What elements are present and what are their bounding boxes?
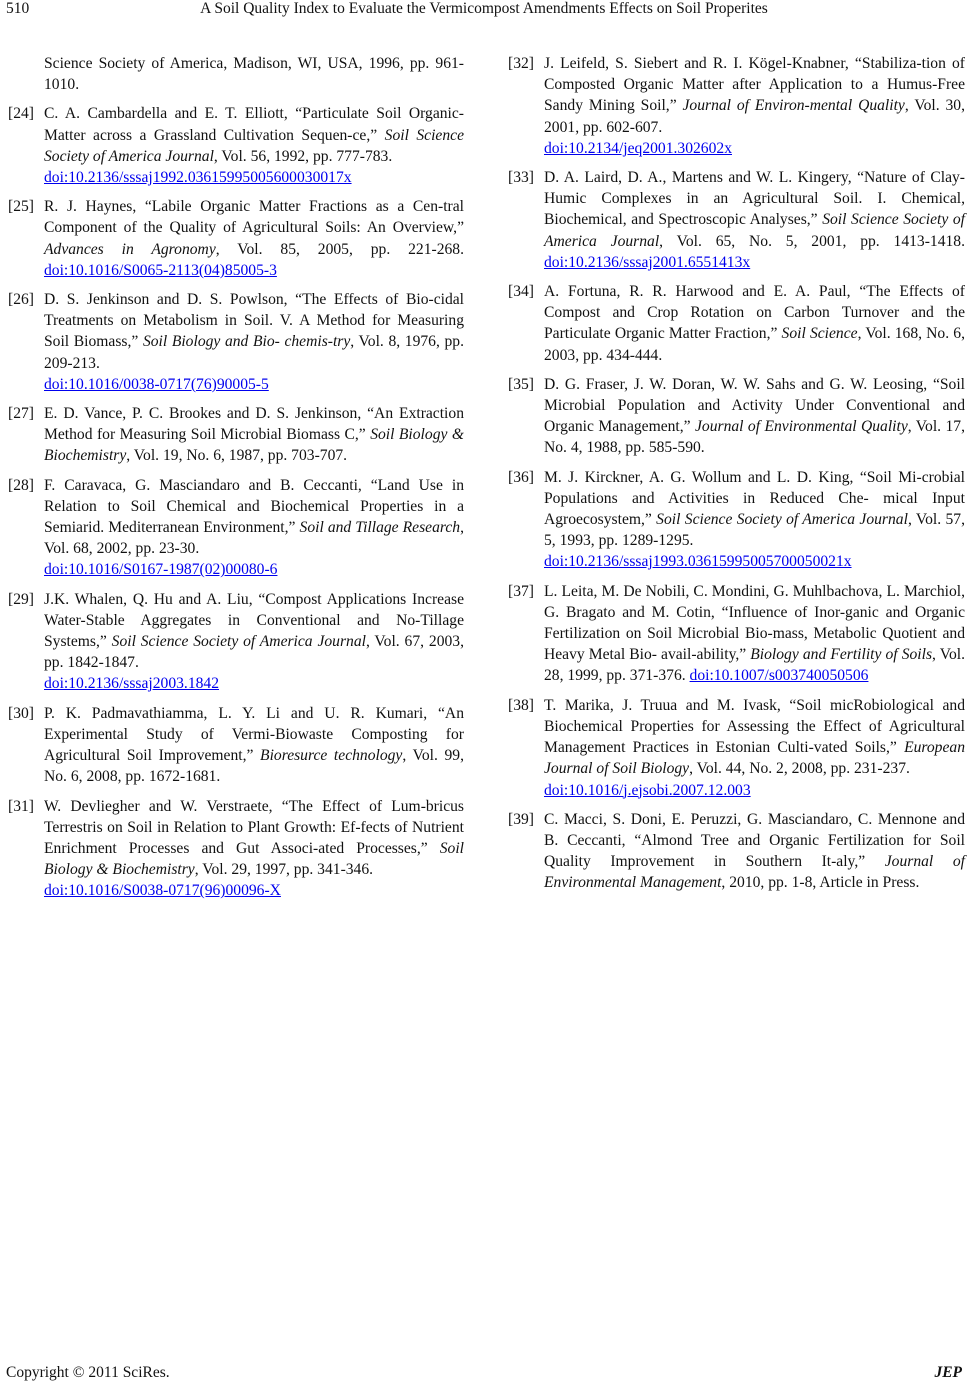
reference-item [508,581,965,687]
reference-authors-title: E. D. Vance, P. C. Brookes and D. S. Jenkinson, “An Extraction Method for Measuring Soil Microbial Biomass C,” [44,405,464,444]
reference-number: [25] [8,198,34,216]
reference-authors-title: L. Leita, M. De Nobili, C. Mondini, G. Muhlbachova, L. Marchiol, G. Bragato and M. Cotin, “Influence of Inor-ganic and Organic Fertilization on Soil Microbial Bio-mass, Metabolic Quotient and Heavy Metal Bio- avail-ability,” [544,582,965,664]
reference-item [8,589,464,695]
reference-journal: Soil Science Society of America Journal [544,211,965,250]
reference-text [44,589,464,695]
reference-details: , Vol. 44, No. 2, 2008, pp. 231-237. [689,760,910,778]
reference-item [8,475,464,581]
reference-authors-title: M. J. Kirckner, A. G. Wollum and L. D. King, “Soil Mi-crobial Populations and Activities in Reduced Che- mical Input Agroecosystem,” [544,468,965,529]
reference-number: [34] [508,283,534,301]
reference-details: , Vol. 85, 2005, pp. 221-268. [215,240,464,258]
reference-number: [30] [8,704,34,722]
reference-authors-title: D. A. Laird, D. A., Martens and W. L. Kingery, “Nature of Clay-Humic Complexes in an Agricultural Soil. I. Chemical, Biochemical, and Spectroscopic Analyses,” [544,169,965,229]
reference-authors-title: R. J. Haynes, “Labile Organic Matter Fractions as a Cen-tral Component of the Quality of Agricultural Soils: An Overview,” [44,198,464,237]
reference-text [544,809,965,894]
reference-journal: Bioresurce technology [260,747,403,765]
reference-journal: Advances in Agronomy [44,240,216,258]
reference-item [508,53,965,159]
reference-item [508,374,965,459]
reference-text [44,196,464,281]
reference-number: [31] [8,797,34,815]
reference-details: , Vol. 99, No. 6, 2008, pp. 1672-1681. [44,747,464,786]
reference-authors-title: J.K. Whalen, Q. Hu and A. Liu, “Compost Applications Increase Water-Stable Aggregates in Conventional and No-Tillage Systems,” [44,590,464,651]
reference-details: , Vol. 67, 2003, pp. 1842-1847. [44,633,464,672]
reference-details: , Vol. 168, No. 6, 2003, pp. 434-444. [544,325,965,364]
reference-text [44,289,464,395]
reference-item [508,809,965,894]
reference-list-right [508,53,965,894]
reference-text [544,374,965,459]
reference-journal: European Journal of Soil Biology [544,739,965,778]
reference-number: [32] [508,55,534,72]
reference-text [544,281,965,366]
doi-link[interactable]: doi:10.1016/S0038-0717(96)00096-X [44,882,281,900]
reference-authors-title: J. Leifeld, S. Siebert and R. I. Kögel-Knabner, “Stabiliza-tion of Composted Organic Matter after Application to a Humus-Free Sandy Mining Soil,” [544,55,965,115]
reference-text [44,796,464,902]
page-header [0,0,968,24]
reference-details: , Vol. 17, No. 4, 1988, pp. 585-590. [544,418,965,457]
reference-number: [26] [8,291,34,309]
left-column [8,53,464,910]
reference-number: [37] [508,582,534,600]
doi-link[interactable]: doi:10.1007/s003740050506 [689,667,869,685]
reference-continuation: Science Society of America, Madison, WI, USA, 1996, pp. 961-1010. [44,55,464,94]
doi-link[interactable]: doi:10.1016/j.ejsobi.2007.12.003 [544,781,751,799]
reference-journal: Soil Biology and Bio- chemis-try [142,333,351,351]
reference-journal: Journal of Environmental Quality [695,418,908,436]
reference-authors-title: D. G. Fraser, J. W. Doran, W. W. Sahs and G. W. Leosing, “Soil Microbial Population and Activity Under Conventional and Organic Management,” [544,375,965,436]
reference-authors-title: C. A. Cambardella and E. T. Elliott, “Particulate Soil Organic-Matter across a Grassland Cultivation Sequen-ce,” [44,105,464,144]
reference-details: , Vol. 30, 2001, pp. 602-607. [544,97,965,136]
reference-details: , Vol. 56, 1992, pp. 777-783. [213,147,393,165]
reference-number: [28] [8,476,34,494]
doi-link[interactable]: doi:10.2134/jeq2001.302602x [544,139,732,157]
reference-authors-title: T. Marika, J. Truua and M. Ivask, “Soil micRobiological and Biochemical Properties for Assessing the Effect of Agricultural Management Practices in Estonian Culti-vated Soils,” [544,696,965,757]
doi-link[interactable]: doi:10.2136/sssaj2001.6551413x [544,253,751,271]
reference-details: , 2010, pp. 1-8, Article in Press. [721,874,920,892]
reference-number: [24] [8,105,34,123]
doi-link[interactable]: doi:10.2136/sssaj1993.03615995005700050021x [544,553,852,571]
copyright-notice: Copyright © 2011 SciRes. [6,1364,170,1381]
reference-text [544,53,965,159]
doi-link[interactable]: doi:10.1016/0038-0717(76)90005-5 [44,375,269,393]
reference-text [544,581,965,687]
reference-number: [27] [8,405,34,423]
reference-number: [39] [508,810,534,828]
reference-journal: Journal of Environmental Management [544,853,965,892]
reference-journal: Biology and Fertility of Soils [750,646,933,664]
doi-link[interactable]: doi:10.2136/sssaj2003.1842 [44,675,220,693]
reference-number: [38] [508,696,534,714]
reference-details: , Vol. 57, 5, 1993, pp. 1289-1295. [544,511,965,550]
reference-text [544,695,965,801]
reference-number: [29] [8,590,34,608]
reference-journal: Soil Biology & Biochemistry [44,426,464,465]
reference-item [508,281,965,366]
reference-item [508,467,965,573]
running-title: A Soil Quality Index to Evaluate the Vermicompost Amendments Effects on Soil Properites [200,0,768,17]
reference-item [8,103,464,188]
reference-journal: Soil and Tillage Research [299,519,461,537]
reference-authors-title: P. K. Padmavathiamma, L. Y. Li and U. R. Kumari, “An Experimental Study of Vermi-Biowaste Composting for Agricultural Soil Improvement,” [44,704,464,765]
reference-authors-title: F. Caravaca, G. Masciandaro and B. Ceccanti, “Land Use in Relation to Soil Chemical and Biochemical Properties in a Semiarid. Mediterranean Environment,” [44,476,464,537]
reference-authors-title: C. Macci, S. Doni, E. Peruzzi, G. Masciandaro, C. Mennone and B. Ceccanti, “Almond Tree and Organic Fertilization for Soil Quality Improvement in Southern It-aly,” [544,810,965,871]
reference-item [508,167,965,273]
reference-details: , Vol. 28, 1999, pp. 371-376. [544,646,966,685]
reference-details: , Vol. 65, No. 5, 2001, pp. 1413-1418. [659,232,965,250]
reference-text [44,475,464,581]
reference-text [44,103,464,188]
reference-journal: Soil Biology & Biochemistry [44,839,464,879]
reference-details: , Vol. 19, No. 6, 1987, pp. 703-707. [126,447,348,465]
reference-authors-title: W. Devliegher and W. Verstraete, “The Effect of Lum-bricus Terrestris on Soil in Relation to Plant Growth: Ef-fects of Nutrient Enrichment Processes and Gut Associ-ated Processes,” [44,797,464,857]
reference-list-left [8,103,464,901]
reference-details: , Vol. 68, 2002, pp. 23-30. [44,519,464,558]
reference-details: , Vol. 8, 1976, pp. 209-213. [44,333,464,372]
doi-link[interactable]: doi:10.1016/S0167-1987(02)00080-6 [44,561,278,579]
reference-text [44,703,464,788]
reference-authors-title: A. Fortuna, R. R. Harwood and E. A. Paul, “The Effects of Compost and Crop Rotation on Carbon Turnover and the Particulate Organic Matter Fraction,” [544,283,965,343]
reference-authors-title: D. S. Jenkinson and D. S. Powlson, “The Effects of Bio-cidal Treatments on Metabolism in Soil. V. A Method for Measuring Soil Biomass,” [44,291,464,351]
doi-link[interactable]: doi:10.1016/S0065-2113(04)85005-3 [44,261,277,279]
reference-text [544,167,965,273]
right-column [508,53,965,902]
journal-abbreviation: JEP [934,1364,962,1381]
reference-journal: Soil Science Society of America Journal [656,511,908,529]
doi-link[interactable]: doi:10.2136/sssaj1992.03615995005600030017x [44,169,352,187]
reference-text [544,467,965,573]
reference-number: [36] [508,468,534,486]
reference-item [8,796,464,902]
reference-details: , Vol. 29, 1997, pp. 341-346. [194,861,374,879]
reference-journal: Soil Science Society of America Journal [44,126,464,165]
reference-journal: Soil Science [781,325,858,343]
reference-journal: Journal of Environ-mental Quality [682,97,905,115]
reference-item [8,703,464,788]
reference-item [508,695,965,801]
page-number: 510 [6,0,30,17]
reference-number: [35] [508,375,534,393]
reference-text [44,403,464,467]
reference-number: [33] [508,169,534,187]
reference-item [8,403,464,467]
reference-item [8,196,464,281]
reference-journal: Soil Science Society of America Journal [111,633,366,651]
reference-item [8,289,464,395]
